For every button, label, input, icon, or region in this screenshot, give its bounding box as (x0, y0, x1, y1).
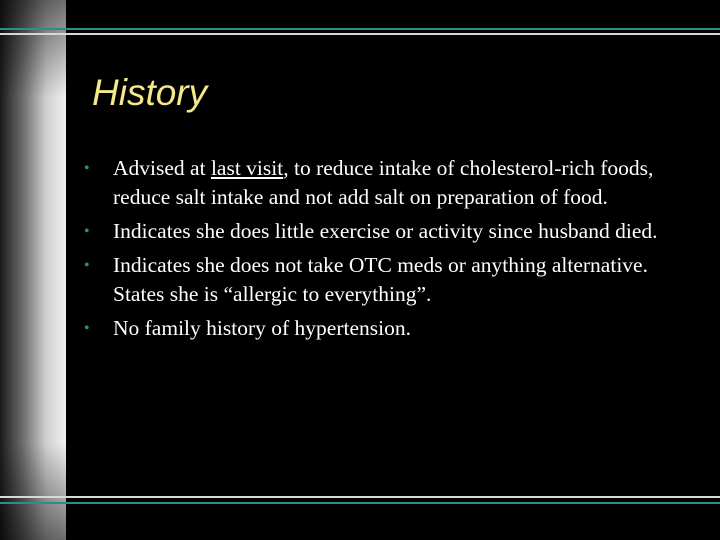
bullet-1-pre: Advised at (113, 156, 211, 180)
bullet-item-4 (84, 314, 694, 343)
bullet-1-post: , to reduce intake of cholesterol-rich foods, reduce salt intake and not add salt on preparation of food. (113, 156, 654, 209)
top-rule-teal (0, 28, 720, 30)
bullet-marker-icon: • (84, 257, 90, 274)
bottom-rule-teal (0, 502, 720, 504)
bullet-marker-icon: • (84, 223, 90, 240)
bullet-item-2 (84, 217, 694, 246)
bullet-marker-icon: • (84, 160, 90, 177)
bullet-4-text: No family history of hypertension. (113, 316, 411, 340)
bullet-3-text: Indicates she does not take OTC meds or anything alternative. States she is “allergic to everything”. (113, 253, 648, 306)
slide-title: History (92, 72, 208, 113)
bullet-marker-icon: • (84, 320, 90, 337)
bullet-item-1 (84, 154, 694, 212)
bullet-list (84, 154, 694, 348)
bullet-1-underlined: last visit (210, 156, 284, 180)
left-gradient-bar (0, 0, 66, 540)
top-rule-light (0, 33, 720, 35)
bottom-rule-light (0, 496, 720, 498)
bullet-item-3 (84, 251, 694, 309)
bullet-2-text: Indicates she does little exercise or activity since husband died. (113, 219, 658, 243)
